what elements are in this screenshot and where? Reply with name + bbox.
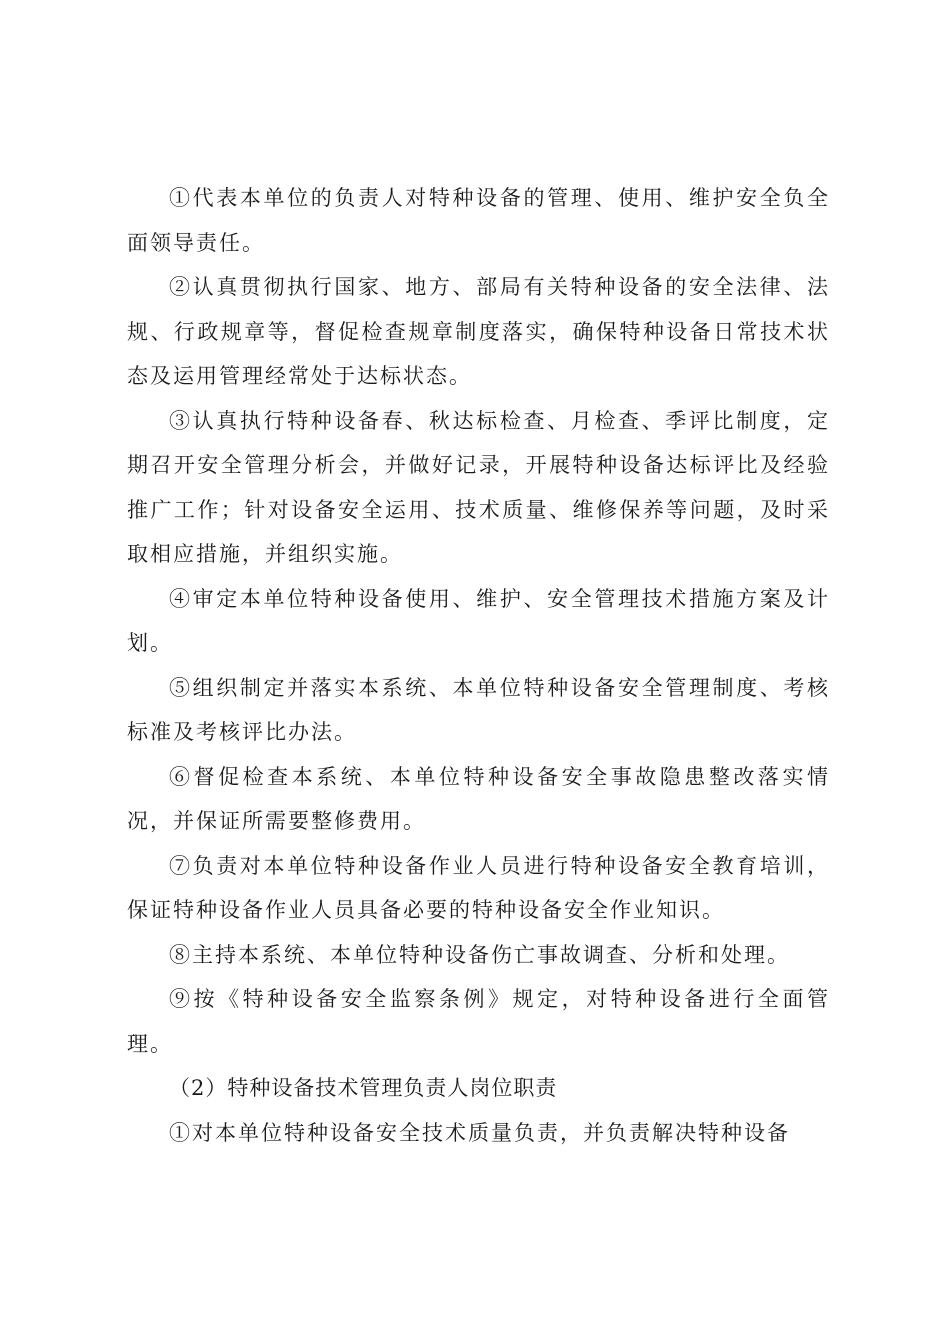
tech-duty-item-1: ①对本单位特种设备安全技术质量负责，并负责解决特种设备 [169, 1120, 790, 1145]
duty-item-5: ⑤组织制定并落实本系统、本单位特种设备安全管理制度、考核标准及考核评比办法。 [127, 675, 830, 744]
duty-item-9: ⑨按《特种设备安全监察条例》规定，对特种设备进行全面管理。 [127, 987, 830, 1056]
duty-item-6: ⑥督促检查本系统、本单位特种设备安全事故隐患整改落实情况，并保证所需要整修费用。 [127, 764, 830, 833]
duty-item-3: ③认真执行特种设备春、秋达标检查、月检查、季评比制度，定期召开安全管理分析会，并做好记录，开展特种设备达标评比及经验推广工作；针对设备安全运用、技术质量、维修保养等问题，及时采取相应措施，并组织实施。 [127, 408, 830, 566]
duty-item-8: ⑧主持本系统、本单位特种设备伤亡事故调查、分析和处理。 [169, 942, 790, 967]
duty-item-4: ④审定本单位特种设备使用、维护、安全管理技术措施方案及计划。 [127, 586, 830, 655]
document-body [127, 176, 830, 1155]
duty-item-2: ②认真贯彻执行国家、地方、部局有关特种设备的安全法律、法规、行政规章等，督促检查规章制度落实，确保特种设备日常技术状态及运用管理经常处于达标状态。 [127, 275, 830, 388]
section-heading: （2）特种设备技术管理负责人岗位职责 [169, 1076, 558, 1100]
duty-item-7: ⑦负责对本单位特种设备作业人员进行特种设备安全教育培训，保证特种设备作业人员具备必要的特种设备安全作业知识。 [127, 853, 830, 922]
duty-item-1: ①代表本单位的负责人对特种设备的管理、使用、维护安全负全面领导责任。 [127, 186, 830, 255]
